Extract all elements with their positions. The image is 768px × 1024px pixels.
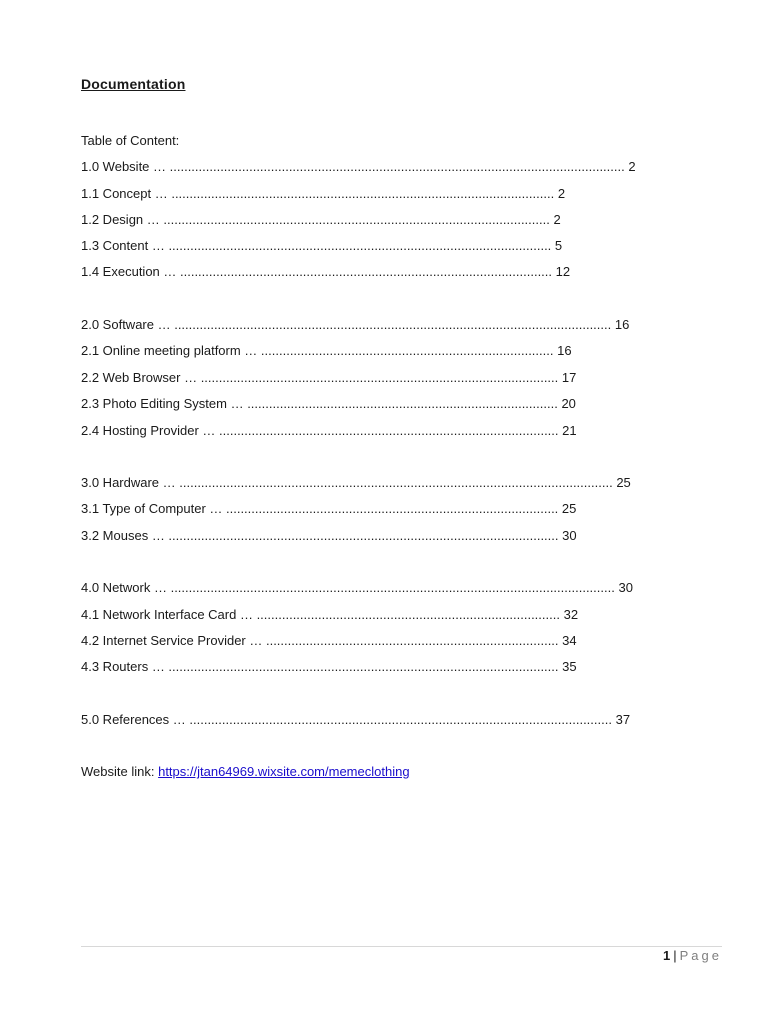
- toc-entry-text: 1.3 Content … ..........................................................................................................: [81, 238, 552, 253]
- toc-entry: [81, 396, 576, 412]
- toc-entry: [81, 343, 572, 359]
- toc-heading: Table of Content:: [81, 133, 180, 148]
- toc-entry-text: 1.1 Concept … ..........................................................................................................: [81, 186, 555, 201]
- toc-entry: [81, 633, 577, 649]
- toc-entry: [81, 712, 630, 728]
- toc-entry-page: 2: [553, 212, 561, 227]
- toc-entry-page: 16: [614, 317, 630, 332]
- toc-entry-text: 3.2 Mouses … ............................................................................................................: [81, 528, 559, 543]
- toc-entry-text: 2.2 Web Browser … ...................................................................................................: [81, 370, 559, 385]
- toc-entry-text: 3.1 Type of Computer … ............................................................................................: [81, 501, 559, 516]
- toc-entry-text: 4.0 Network … ...........................................................................................................................: [81, 580, 615, 595]
- page-separator: |: [673, 948, 677, 963]
- document-title: Documentation: [81, 76, 186, 92]
- toc-entry-text: 2.4 Hosting Provider … ..............................................................................................: [81, 423, 559, 438]
- toc-entry-page: 17: [561, 370, 577, 385]
- toc-entry-page: 2: [628, 159, 636, 174]
- toc-entry-text: 2.3 Photo Editing System … ......................................................................................: [81, 396, 558, 411]
- toc-entry-page: 34: [562, 633, 577, 648]
- toc-entry-text: 2.0 Software … .........................................................................................................................: [81, 317, 612, 332]
- page-number: 1: [663, 948, 671, 963]
- toc-entry-page: 35: [562, 659, 577, 674]
- toc-entry-page: 30: [562, 528, 577, 543]
- toc-entry: [81, 159, 636, 175]
- toc-entry: [81, 528, 577, 544]
- toc-entry-page: 37: [615, 712, 631, 727]
- toc-entry: [81, 370, 576, 386]
- toc-entry-text: 5.0 References … .....................................................................................................................: [81, 712, 612, 727]
- toc-entry-page: 25: [616, 475, 631, 490]
- toc-entry: [81, 212, 561, 228]
- toc-entry-text: 1.4 Execution … .......................................................................................................: [81, 264, 553, 279]
- toc-entry: [81, 186, 565, 202]
- toc-entry-text: 1.0 Website … ..............................................................................................................................: [81, 159, 625, 174]
- toc-entry: [81, 264, 570, 280]
- toc-entry-text: 1.2 Design … ...........................................................................................................: [81, 212, 550, 227]
- toc-entry-page: 25: [561, 501, 577, 516]
- toc-entry-text: 4.3 Routers … ............................................................................................................: [81, 659, 559, 674]
- toc-entry-page: 32: [563, 607, 579, 622]
- toc-entry: [81, 238, 562, 254]
- toc-entry: [81, 607, 578, 623]
- page-word: Page: [679, 948, 722, 963]
- toc-entry-page: 30: [618, 580, 633, 595]
- toc-entry-page: 16: [557, 343, 572, 358]
- toc-entry-page: 12: [555, 264, 571, 279]
- website-link[interactable]: https://jtan64969.wixsite.com/memeclothing: [158, 764, 410, 779]
- toc-entry-page: 5: [554, 238, 563, 253]
- toc-entry-text: 2.1 Online meeting platform … .................................................................................: [81, 343, 554, 358]
- toc-entry: [81, 580, 633, 596]
- footer-divider: [81, 946, 722, 947]
- toc-entry: [81, 317, 629, 333]
- website-line: [81, 764, 410, 779]
- toc-entry-page: 2: [557, 186, 566, 201]
- toc-entry: [81, 475, 631, 491]
- toc-entry-page: 21: [562, 423, 577, 438]
- toc-entry: [81, 659, 577, 675]
- toc-entry-page: 20: [561, 396, 576, 411]
- toc-entry-text: 4.2 Internet Service Provider … .................................................................................: [81, 633, 559, 648]
- toc-entry: [81, 423, 577, 439]
- page-footer: [663, 948, 722, 963]
- toc-entry: [81, 501, 576, 517]
- website-label: Website link:: [81, 764, 155, 779]
- toc-entry-text: 3.0 Hardware … ........................................................................................................................: [81, 475, 613, 490]
- toc-entry-text: 4.1 Network Interface Card … ....................................................................................: [81, 607, 560, 622]
